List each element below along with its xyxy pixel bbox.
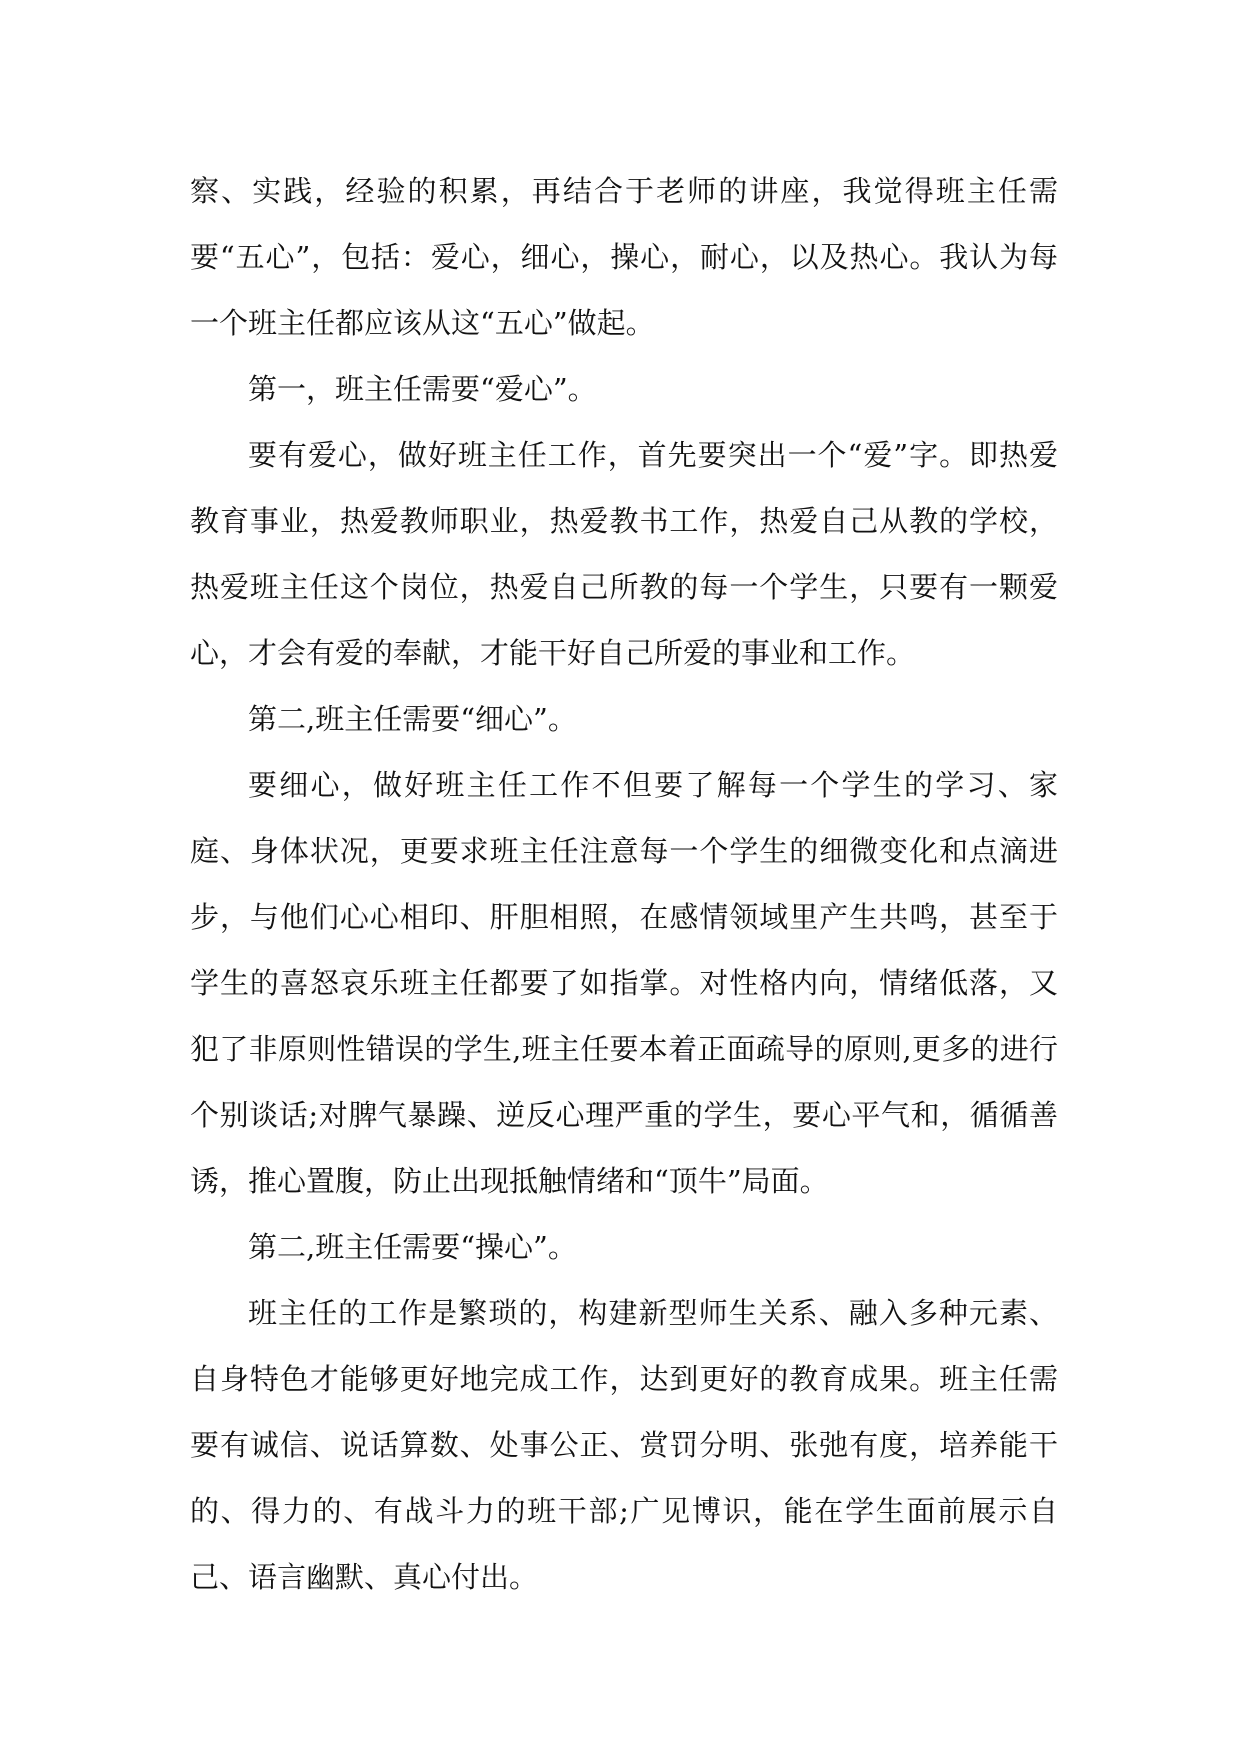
heading-second-concern: 第二,班主任需要“操心”。 — [248, 1230, 577, 1264]
paragraph-continuation: 察、实践，经验的积累，再结合于老师的讲座，我觉得班主任需要“五心”，包括：爱心，细心，操心，耐心，以及热心。我认为每一个班主任都应该从这“五心”做起。 — [190, 174, 1058, 340]
paragraph-careful: 要细心，做好班主任工作不但要了解每一个学生的学习、家庭、身体状况，更要求班主任注意每一个学生的细微变化和点滴进步，与他们心心相印、肝胆相照，在感情领域里产生共鸣，甚至于学生的喜怒哀乐班主任都要了如指掌。对性格内向，情绪低落，又犯了非原则性错误的学生,班主任要本着正面疏导的原则,更多的进行个别谈话;对脾气暴躁、逆反心理严重的学生，要心平气和，循循善诱，推心置腹，防止出现抵触情绪和“顶牛”局面。 — [190, 768, 1058, 1198]
heading-second-careful: 第二,班主任需要“细心”。 — [248, 702, 577, 736]
paragraph-concern: 班主任的工作是繁琐的，构建新型师生关系、融入多种元素、自身特色才能够更好地完成工作，达到更好的教育成果。班主任需要有诚信、说话算数、处事公正、赏罚分明、张弛有度，培养能干的、得力的、有战斗力的班干部;广见博识，能在学生面前展示自己、语言幽默、真心付出。 — [190, 1296, 1058, 1594]
heading-first-love: 第一，班主任需要“爱心”。 — [248, 372, 597, 406]
document-body — [190, 158, 1058, 1610]
paragraph-love: 要有爱心，做好班主任工作，首先要突出一个“爱”字。即热爱教育事业，热爱教师职业，热爱教书工作，热爱自己从教的学校，热爱班主任这个岗位，热爱自己所教的每一个学生，只要有一颗爱心，才会有爱的奉献，才能干好自己所爱的事业和工作。 — [190, 438, 1058, 670]
